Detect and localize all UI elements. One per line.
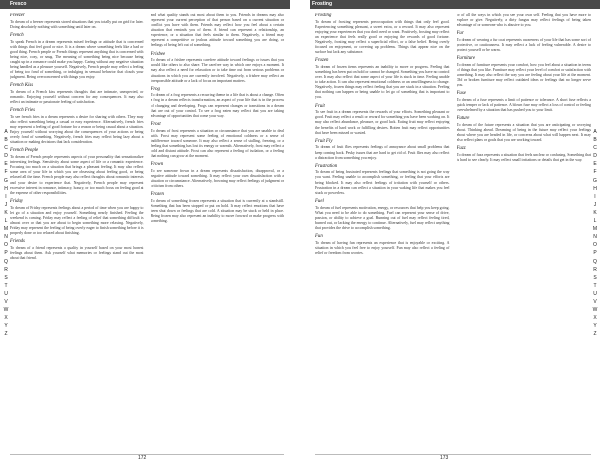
- thumb-index-letter[interactable]: C: [4, 145, 8, 152]
- thumb-index-letter[interactable]: P: [4, 250, 8, 257]
- thumb-index-letter[interactable]: N: [593, 234, 597, 241]
- dictionary-entry: [151, 192, 285, 224]
- dictionary-entry: [151, 122, 285, 159]
- dictionary-entry: [315, 164, 450, 196]
- thumb-index-letter[interactable]: X: [593, 315, 597, 322]
- thumb-index-letter[interactable]: D: [4, 153, 8, 160]
- thumb-index-letter[interactable]: B: [593, 137, 597, 144]
- entry-title: Fruit Fly: [315, 138, 333, 144]
- dictionary-entry: [315, 58, 450, 100]
- entry-title: Frosting: [315, 13, 332, 18]
- page-number: 173: [440, 455, 449, 461]
- thumb-index-letter[interactable]: F: [593, 169, 597, 176]
- thumb-index-letter[interactable]: X: [4, 315, 8, 322]
- dictionary-entry: [315, 139, 450, 161]
- column: [151, 13, 285, 453]
- entry-text: To dream of furniture represents your comfort, how you feel about a situation in terms of things that you like. Furniture may reflect your level of comfort or satisfaction with something. It may also reflect the way you are feeling about your life at the moment. Old or broken furniture may reflect outdated ideas or feelings that no longer serve you.: [456, 62, 591, 88]
- entry-text: To dream of a French kiss represents thoughts that are intimate, unexpected, or romantic. Enjoying yourself without concern for any consequences. It may also reflect an intimate or passionate feeling of satisfaction.: [10, 89, 144, 105]
- entry-title: Fuzz: [456, 146, 466, 152]
- thumb-index-letter[interactable]: V: [4, 298, 8, 305]
- thumb-index-letter[interactable]: I: [5, 193, 7, 200]
- entry-title: Freezer: [10, 13, 25, 18]
- entry-title: Friday: [10, 198, 24, 204]
- page-number: 172: [138, 455, 147, 461]
- dictionary-entry: [457, 13, 592, 28]
- entry-title: Friends: [10, 238, 25, 244]
- thumb-index-letter[interactable]: S: [4, 274, 8, 281]
- thumb-index-letter[interactable]: P: [593, 250, 597, 257]
- thumb-index-letter[interactable]: Q: [593, 258, 597, 265]
- entry-text: To see french fries in a dream represents a desire for sharing with others. They may also reflect something being a casual or easy experience. Alternatively, french fries may represent a feeling of good fortune for a reason or being casual about a situation. Enjoy yourself without worrying about the consequences of your actions or being overly fond of something. Negatively, french fries may reflect being lazy about a situation or making decisions that lack consideration.: [10, 114, 144, 145]
- entry-title: Frog: [150, 86, 160, 92]
- thumb-index-letter[interactable]: G: [4, 177, 8, 184]
- thumb-index-letter[interactable]: Y: [593, 323, 597, 330]
- entry-title: Fur: [456, 31, 464, 37]
- thumb-index-letter[interactable]: H: [4, 185, 8, 192]
- entry-title: French: [10, 32, 24, 38]
- dictionary-entry: [151, 87, 285, 119]
- thumb-index-letter[interactable]: L: [4, 218, 8, 225]
- entry-title: Fuse: [456, 91, 466, 97]
- thumb-index-letter[interactable]: Z: [593, 331, 597, 338]
- entry-text: To see someone frown in a dream represents dissatisfaction, disapproval, or a negative attitude toward something. It may reflect your own dissatisfaction with a situation or circumstance. Alternatively, frowning may reflect feelings of judgment or criticism from others.: [150, 168, 284, 188]
- entry-title: Frisbee: [150, 51, 166, 57]
- entry-text: To dream of a fuse represents a limit of patience or tolerance. A short fuse reflects a quick temper or lack of patience. A blown fuse may reflect a loss of control or feeling overwhelmed by a situation that has pushed you to your limit.: [456, 98, 591, 113]
- dictionary-entry: [151, 13, 285, 49]
- thumb-index-letter[interactable]: U: [4, 290, 8, 297]
- thumb-index-letter[interactable]: D: [593, 153, 597, 160]
- thumb-index-letter[interactable]: E: [593, 161, 597, 168]
- thumb-index-letter[interactable]: E: [4, 161, 8, 168]
- thumb-index-letter[interactable]: M: [592, 226, 598, 233]
- thumb-index-letter[interactable]: T: [593, 282, 597, 289]
- dictionary-entry: [457, 31, 592, 53]
- thumb-index-letter[interactable]: A: [593, 129, 597, 135]
- entry-title: Frost: [150, 121, 161, 127]
- thumb-index-letter[interactable]: S: [593, 274, 597, 281]
- thumb-index-letter[interactable]: O: [593, 242, 597, 249]
- thumb-index-letter[interactable]: M: [3, 226, 9, 233]
- dictionary-entry: [315, 104, 450, 136]
- entry-text: To dream of frozen items represents an inability to move or progress. Feeling that something has been put on hold or cannot be changed. Something you have no control over. It may also reflect that some aspect of your life is stuck in time. Feeling unable to take action. It can also represent emotional coldness or an unwillingness to change. Negatively, frozen things may reflect feeling that you are stuck in a situation. Feeling that nothing can happen or being unable to let go of something that is important to you.: [315, 65, 450, 100]
- running-header-bar: [310, 0, 600, 9]
- thumb-index-letter[interactable]: J: [593, 201, 597, 208]
- entry-title: Fun: [315, 233, 323, 239]
- entry-text: To dream of French people represents aspects of your personality that sensationalize interesting feelings. Sensitivity about some aspect of life or a romantic experience. Focusing too much on a situation that brings a pleasant feeling. It may also reflect some area of your life in which you are obsessing about feeling good, or being relaxed all the time. French people may also reflect thoughts about romantic interests and your desire to experience that. Negatively, French people may represent excessive interest in romance, intimacy, luxury, or too much focus on feeling good at the expense of other responsibilities.: [10, 155, 144, 195]
- text-columns: [10, 13, 284, 453]
- folio-rule: [10, 454, 284, 455]
- entry-text: To dream of a freezer represents stored situations that you totally put on grid for later. Doing absolutely nothing with something until later on.: [10, 19, 144, 29]
- thumb-index-letter[interactable]: B: [4, 137, 8, 144]
- thumb-index-letter[interactable]: R: [4, 266, 8, 273]
- entry-title: Frustration: [315, 163, 338, 169]
- thumb-index-letter[interactable]: F: [4, 169, 8, 176]
- entry-text: To dream of frosting represents preoccupation with things that only feel good. Experiencing something pleasant, a sweet extra, or a reward. It may also represent enjoying your experiences that you don't need or want. Positively, frosting may reflect an experience that feels really good or enjoying the rewards of good fortune. Negatively, frosting may reflect a superficial effort, or a false belief. Being overly focused on enjoyment, or covering up problems. Things that appear nice on the surface but lack any substance.: [315, 19, 450, 55]
- entry-text: and what quality stands out most about them to you. Friends in dreams may also represent your current perception of that person based on a current situation or conflict you have with them. Friends may reflect how you feel about a certain situation that reminds you of them. A friend can represent a relationship, an experience, or a situation that feels similar to them. Negatively, a friend may represent a competitive or jealous attitude toward something you are doing, or feelings of being left out of something.: [150, 13, 284, 48]
- entry-title: French People: [10, 148, 39, 154]
- thumb-index-letter[interactable]: W: [592, 307, 598, 314]
- dictionary-entry: [457, 56, 592, 88]
- folio-rule: [315, 454, 591, 455]
- thumb-index-letter[interactable]: Q: [4, 258, 8, 265]
- entry-text: To dream of being frustrated represents feelings that something is not going the way you want. Feeling unable to accomplish something, or feeling that your efforts are being blocked. It may also reflect feelings of irritation with yourself or others. Frustration in a dream can reflect a situation in your waking life that makes you feel stuck or powerless.: [315, 170, 450, 195]
- entry-text: To speak French in a dream represents mixed feelings or attitude that is concerned with things that feel good or nice. It is a dream where something feels like a bad or good thing. French people or French things represent anything that is concerned with being nice, cozy, or snug. The meaning of something being nice because being caught up in a romance could make you happy. Caring without any negative situation being handled as a pleasure yourself. Negatively, French people may reflect a feeling of being too fond of something, or indulging in sensual behavior that clouds your judgment. Being overconcerned with things you enjoy.: [10, 39, 144, 80]
- running-header: Fresco: [10, 1, 27, 7]
- dictionary-entry: [10, 33, 144, 80]
- entry-title: French Kiss: [10, 83, 34, 89]
- thumb-index-letter[interactable]: H: [593, 185, 597, 192]
- dictionary-entry: [151, 162, 285, 189]
- entry-text: To dream of fruit flies represents feelings of annoyance about small problems that keep coming back. Pesky issues that are hard to get rid of. Fruit flies may also reflect a distraction from something you enjoy.: [315, 145, 450, 160]
- thumb-index-letter[interactable]: V: [593, 298, 597, 305]
- entry-text: To dream of fuzz represents a situation that feels unclear or confusing. Something that is hard to see clearly. It may reflect small irritations or details that get in the way.: [456, 153, 591, 163]
- entry-text: To dream of a friend represents a quality in yourself based on your most honest feelings about them. Ask yourself what memories or feelings stand out the most about that friend.: [10, 245, 144, 260]
- dictionary-entry: [457, 91, 592, 113]
- dictionary-entry: [457, 116, 592, 143]
- thumb-index-letter[interactable]: G: [593, 177, 597, 184]
- thumb-index-letter[interactable]: L: [593, 218, 597, 225]
- entry-text: To dream of the future represents a situation that you are anticipating or worrying about. Thinking ahead. Dreaming of being in the future may reflect your feelings about where you are headed in life, or concerns about what will happen next. It may also reflect plans or goals that you are working toward.: [456, 123, 591, 143]
- thumb-index-letter[interactable]: C: [593, 145, 597, 152]
- dictionary-entry: [457, 146, 592, 163]
- entry-text: or of all the ways in which you see your own self. Feeling that you have more to explore or give. Negatively, a dirty fungus may reflect feelings of being taken advantage of or someone who is abusive to you.: [456, 13, 591, 28]
- entry-title: Fruit: [315, 103, 325, 109]
- running-header: Frosting: [312, 1, 332, 7]
- thumb-index: [590, 128, 600, 338]
- entry-text: To dream of frost represents a situation or circumstance that you are unable to deal with. Frost may represent some feeling of emotional coldness or a sense of indifference toward someone. It may also reflect a sense of stalling, freezing, or a feeling that something has lost its energy or warmth. Alternatively, frost may reflect a cold and distant attitude. Frost can also represent a feeling of isolation, or a feeling that nothing can grow at the moment.: [150, 128, 284, 158]
- dictionary-entry: [315, 13, 450, 55]
- dictionary-entry: [10, 239, 144, 261]
- entry-title: Frown: [150, 162, 164, 167]
- thumb-index-letter[interactable]: T: [4, 282, 8, 289]
- thumb-index-letter[interactable]: U: [593, 290, 597, 297]
- dictionary-entry: [10, 83, 144, 105]
- thumb-index-letter[interactable]: J: [4, 201, 8, 208]
- thumb-index-letter[interactable]: R: [593, 266, 597, 273]
- column: [457, 13, 592, 453]
- entry-text: To dream of a frog represents a recurring theme in a life that is about a change. Often a frog in a dream reflects transformation, an aspect of your life that is in the process of changing and developing. Frogs can represent changes or transitions in a dream that are out of your control. To see a frog eaten may reflect that you are taking advantage of opportunities that come your way.: [150, 93, 284, 118]
- entry-text: To dream of a frisbee represents carefree attitude toward feelings or issues that you would like others to also share. The carefree way in which one enjoys a moment. It may also reflect a need for relaxation or to take time out from serious problems or situations in which you are currently involved. Negatively, a frisbee may reflect an irresponsible attitude or a lack of focus on important matters.: [150, 58, 284, 83]
- dictionary-entry: [10, 108, 144, 145]
- entry-text: To dream of Friday represents feelings about a period of time when you are happy to let go of a situation and enjoy yourself. Something nearly finished. Feeling the weekend is coming. Friday may reflect a feeling of relief that something difficult is almost over or that you are about to begin something more relaxing. Negatively, Friday may represent the feeling of being overly eager to finish something before it is properly done or too relaxed about finishing.: [10, 205, 144, 235]
- entry-title: Future: [456, 116, 470, 122]
- column: [10, 13, 144, 453]
- entry-text: To dream of having fun represents an experience that is enjoyable or exciting. A situation in which you feel free to enjoy yourself. Fun may also reflect a feeling of relief or freedom from worries.: [315, 240, 450, 255]
- thumb-index-letter[interactable]: A: [4, 129, 8, 135]
- entry-text: To dream of fuel represents motivation, energy, or resources that help you keep going. What you need to be able to do something. Fuel can represent your sense of drive, passion, or ability to achieve a goal. Running out of fuel may reflect feeling tired, burned out, or lacking the energy to continue. Alternatively, fuel may reflect anything that provides the drive to accomplish something.: [315, 205, 450, 230]
- entry-text: To see fruit in a dream represents the rewards of your efforts. Something pleasant or good. Fruit may reflect a result or reward for something you have been working on. It may also reflect abundance, pleasure, or good luck. Eating fruit may reflect enjoying the benefits of hard work or fulfilling desires. Rotten fruit may reflect opportunities that have been missed or wasted.: [315, 110, 450, 135]
- dictionary-entry: [10, 148, 144, 195]
- dictionary-entry: [315, 234, 450, 256]
- entry-text: To dream of something frozen represents a situation that is currently at a standstill. Something that has been stopped or put on hold. It may reflect emotions that have been shut down or feelings that are cold. A situation may be stuck or held in place. Being frozen may also represent an inability to move forward or make progress with something.: [150, 198, 284, 224]
- thumb-index-letter[interactable]: K: [4, 209, 8, 216]
- entry-title: Frozen: [315, 58, 329, 64]
- thumb-index-letter[interactable]: N: [4, 234, 8, 241]
- thumb-index-letter[interactable]: K: [593, 209, 597, 216]
- thumb-index-letter[interactable]: Y: [4, 323, 8, 330]
- entry-title: Fuel: [315, 198, 324, 204]
- dictionary-entry: [10, 13, 144, 30]
- dictionary-entry: [151, 52, 285, 84]
- thumb-index: [1, 128, 11, 338]
- entry-title: French Fries: [10, 108, 35, 114]
- text-columns: [315, 13, 591, 453]
- thumb-index-letter[interactable]: W: [3, 307, 9, 314]
- running-header-bar: [0, 0, 290, 9]
- dictionary-entry: [315, 199, 450, 231]
- thumb-index-letter[interactable]: O: [4, 242, 8, 249]
- entry-title: Furniture: [456, 56, 475, 62]
- right-page: [300, 0, 600, 466]
- dictionary-entry: [10, 199, 144, 236]
- entry-text: To dream of wearing a fur coat represents awareness of your life that has some sort of protective, or cautiousness. It may reflect a lack of feeling vulnerable. A desire to protect yourself or be warm.: [456, 37, 591, 53]
- entry-title: Frozen: [150, 192, 164, 198]
- column: [315, 13, 450, 453]
- thumb-index-letter[interactable]: I: [594, 193, 596, 200]
- thumb-index-letter[interactable]: Z: [4, 331, 8, 338]
